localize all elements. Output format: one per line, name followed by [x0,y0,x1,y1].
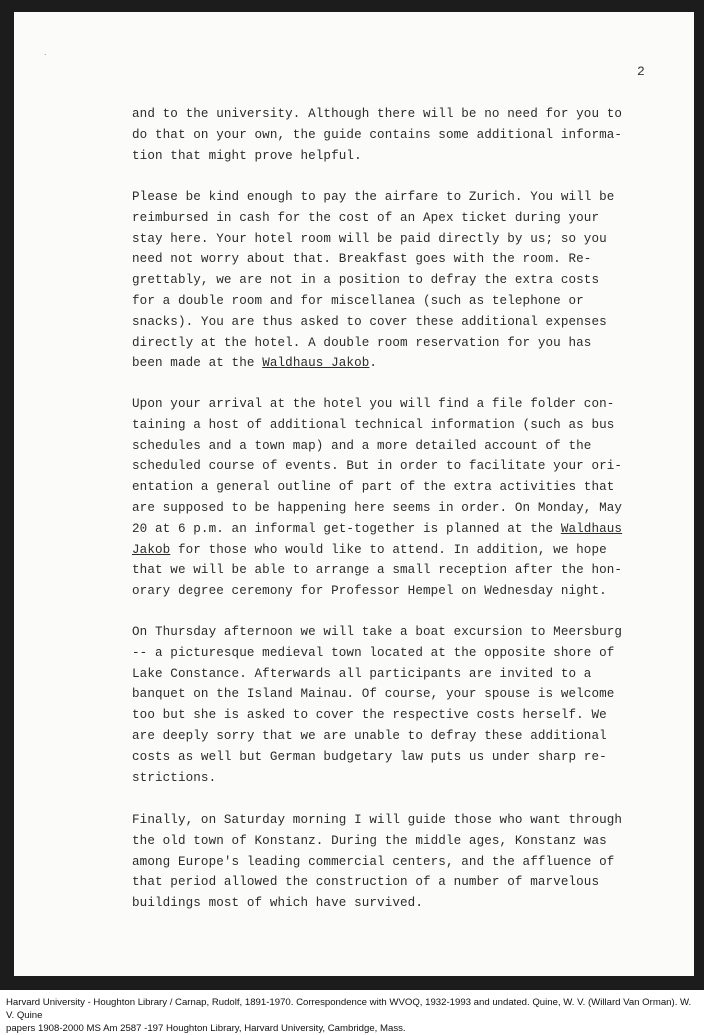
paragraph-3 [132,394,672,602]
text-line [132,726,672,747]
text-segment: Lake Constance. Afterwards all participants are invited to a [132,666,592,681]
text-segment: stay here. Your hotel room will be paid directly by us; so you [132,231,607,246]
text-segment: been made at the [132,356,263,371]
text-segment: snacks). You are thus asked to cover these additional expenses [132,314,607,329]
text-segment: reimbursed in cash for the cost of an Apex ticket during your [132,210,600,225]
underlined-hotel-name: Jakob [132,542,171,557]
text-segment: schedules and a town map) and a more detailed account of the [132,438,592,453]
text-line [132,229,672,250]
archive-citation [6,996,698,1035]
text-line [132,312,672,333]
text-line [132,353,672,374]
text-segment: Please be kind enough to pay the airfare to Zurich. You will be [132,190,615,204]
text-segment: costs as well but German budgetary law puts us under sharp re- [132,749,607,764]
text-line [132,705,672,726]
scan-speck: ` [43,54,48,63]
text-line [132,810,672,831]
underlined-hotel-name: Waldhaus [560,521,623,536]
text-line [132,125,672,146]
text-line [132,852,672,873]
text-line [132,208,672,229]
text-line [132,333,672,354]
citation-line-1: Harvard University - Houghton Library / Carnap, Rudolf, 1891-1970. Correspondence with WVOQ, 1932-1993 and undated. Quine, W. V. (Willard Van Orman). W. V. Quine [6,997,692,1021]
text-line [132,768,672,789]
text-segment: . [369,356,378,371]
text-line [132,643,672,664]
text-line [132,622,672,643]
paragraph-4 [132,622,672,788]
text-segment: do that on your own, the guide contains some additional informa- [132,127,623,142]
text-line [132,146,672,167]
text-segment: Finally, on Saturday morning I will guide those who want through [132,813,623,827]
text-line [132,104,672,125]
text-line [132,519,672,540]
text-segment: taining a host of additional technical information (such as bus [132,417,615,432]
text-segment: Upon your arrival at the hotel you will find a file folder con- [132,397,615,411]
text-segment: the old town of Konstanz. During the middle ages, Konstanz was [132,833,607,848]
text-line [132,831,672,852]
text-segment: for a double room and for miscellanea (such as telephone or [132,293,584,308]
paragraph-2 [132,187,672,374]
text-segment: too but she is asked to cover the respective costs herself. We [132,708,607,723]
text-segment: banquet on the Island Mainau. Of course, your spouse is welcome [132,687,615,702]
text-segment: tion that might prove helpful. [132,148,362,163]
text-line [132,540,672,561]
citation-line-2: papers 1908-2000 MS Am 2587 -197 Houghton Library, Harvard University, Cambridge, Mass. [6,1023,406,1034]
text-segment: that period allowed the construction of a number of marvelous [132,875,600,890]
text-line [132,664,672,685]
text-segment: among Europe's leading commercial centers, and the affluence of [132,854,615,869]
underlined-hotel-name: Waldhaus Jakob [262,356,370,371]
text-line [132,498,672,519]
text-line [132,560,672,581]
paragraph-1 [132,104,672,166]
paragraph-5 [132,810,672,914]
text-line [132,456,672,477]
text-segment: On Thursday afternoon we will take a boat excursion to Meersburg [132,625,623,639]
text-line [132,187,672,208]
text-segment: that we will be able to arrange a small reception after the hon- [132,563,623,578]
text-line [132,270,672,291]
text-line [132,291,672,312]
text-segment: and to the university. Although there will be no need for you to [132,107,623,121]
text-line [132,394,672,415]
text-segment: are supposed to be happening here seems in order. On Monday, May [132,500,623,515]
text-segment: -- a picturesque medieval town located at the opposite shore of [132,645,615,660]
text-line [132,893,672,914]
text-line [132,249,672,270]
text-line [132,436,672,457]
text-segment: directly at the hotel. A double room reservation for you has [132,335,592,350]
text-segment: grettably, we are not in a position to defray the extra costs [132,273,600,288]
text-segment: buildings most of which have survived. [132,896,423,911]
text-segment: strictions. [132,770,217,785]
text-line [132,684,672,705]
text-line [132,581,672,602]
text-line [132,415,672,436]
text-segment: orary degree ceremony for Professor Hempel on Wednesday night. [132,584,607,599]
text-segment: scheduled course of events. But in order to facilitate your ori- [132,459,623,474]
page-number: 2 [637,64,645,79]
text-segment: entation a general outline of part of the extra activities that [132,480,615,495]
text-segment: 20 at 6 p.m. an informal get-together is planned at the [132,521,561,536]
text-segment: for those who would like to attend. In addition, we hope [170,542,607,557]
text-segment: need not worry about that. Breakfast goes with the room. Re- [132,252,592,267]
text-line [132,747,672,768]
text-line [132,872,672,893]
text-line [132,477,672,498]
text-segment: are deeply sorry that we are unable to defray these additional [132,728,607,743]
